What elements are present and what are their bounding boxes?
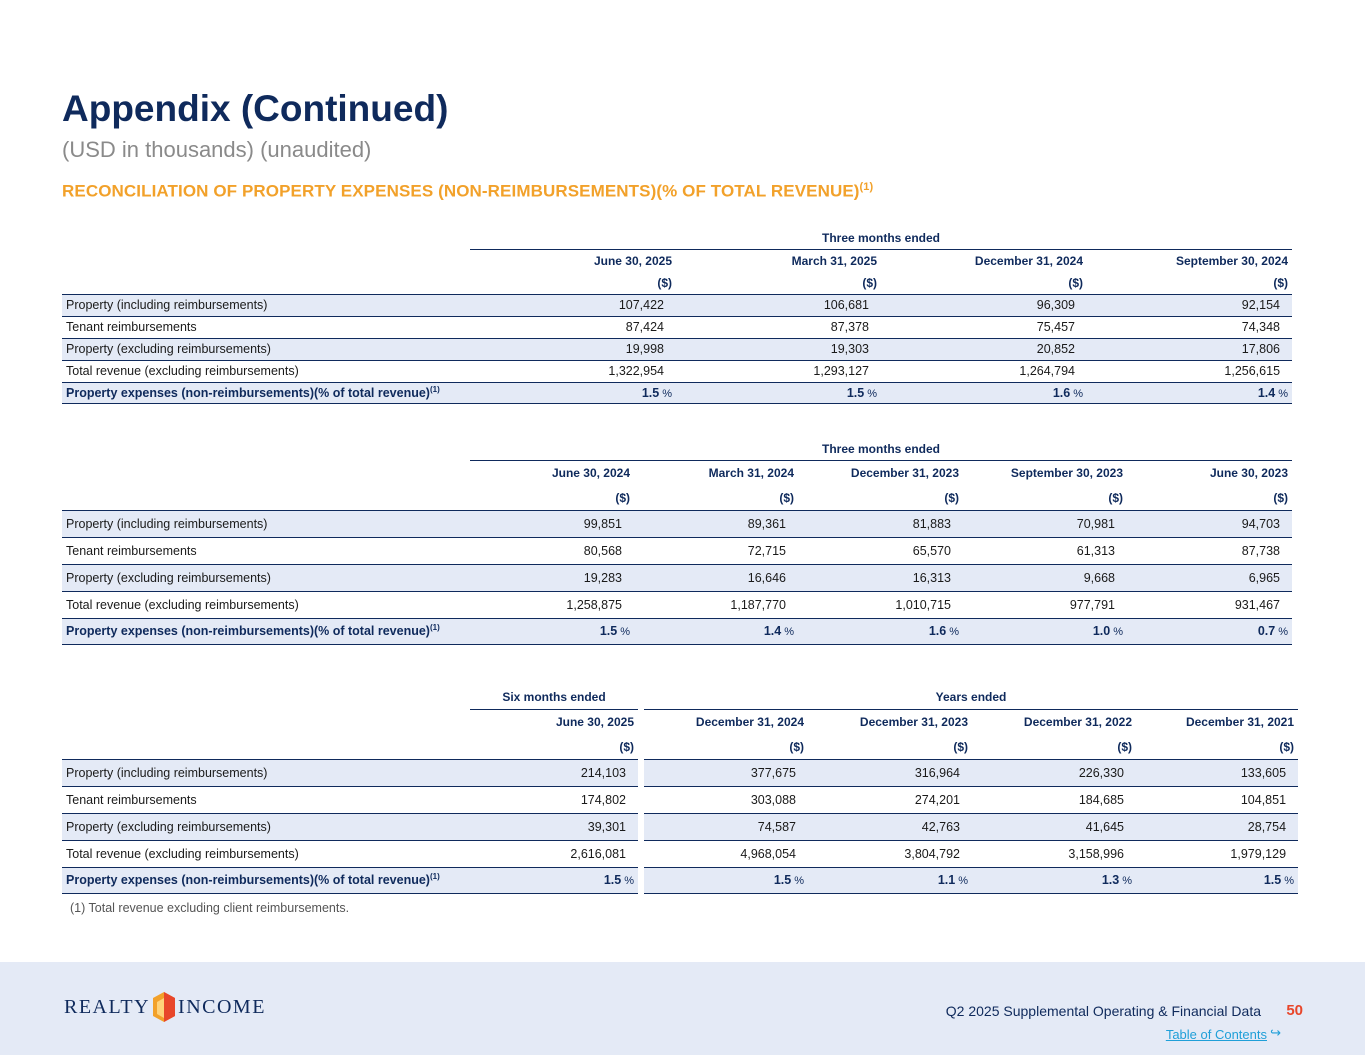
percent-cell	[676, 382, 881, 403]
column-header: June 30, 2024	[551, 466, 630, 481]
table-cell: 20,852	[881, 338, 1087, 360]
percent-cell	[1136, 867, 1298, 893]
percent-cell	[470, 867, 638, 893]
table-cell: 39,301	[470, 813, 638, 840]
table-cell: 74,348	[1087, 316, 1292, 338]
percent-sign: %	[1278, 387, 1289, 400]
table-cell: 17,806	[1087, 338, 1292, 360]
percent-sign: %	[958, 875, 968, 887]
percent-sign: %	[624, 875, 634, 887]
table-cell: 28,754	[1136, 813, 1298, 840]
percent-sign: %	[1113, 626, 1123, 638]
unit-label: ($)	[1136, 735, 1298, 759]
table-row	[62, 591, 1292, 618]
unit-label: ($)	[972, 735, 1136, 759]
unit-label: ($)	[470, 735, 638, 759]
percent-value: 0.7	[1257, 624, 1276, 638]
table-cell: 1,256,615	[1087, 360, 1292, 382]
footnote-marker: (1)	[429, 384, 440, 394]
table-cell: 4,968,054	[644, 840, 808, 867]
total-row-label	[62, 382, 470, 403]
column-header: June 30, 2025	[555, 715, 634, 730]
page-number: 50	[1286, 1002, 1303, 1019]
percent-cell	[644, 867, 808, 893]
company-logo	[64, 992, 266, 1022]
percent-value: 1.5	[599, 624, 618, 638]
table-cell: 61,313	[963, 537, 1127, 564]
table-cell: 19,283	[470, 564, 634, 591]
percent-sign: %	[1073, 387, 1083, 400]
table-row	[62, 759, 1298, 786]
row-label: Tenant reimbursements	[62, 786, 470, 813]
percent-value: 1.5	[603, 873, 622, 887]
total-row-label-text: Property expenses (non-reimbursements)(% of total revenue)	[66, 386, 430, 401]
percent-cell	[1087, 382, 1292, 403]
section-title	[62, 181, 873, 202]
row-label: Property (excluding reimbursements)	[62, 813, 470, 840]
group-header-years: Years ended	[644, 686, 1298, 709]
table-cell: 1,293,127	[676, 360, 881, 382]
total-row	[62, 867, 1298, 893]
column-header: March 31, 2025	[791, 253, 877, 268]
table-cell: 16,646	[634, 564, 798, 591]
percent-sign: %	[1278, 626, 1288, 638]
column-header: December 31, 2024	[974, 253, 1083, 268]
table-cell: 19,998	[470, 338, 676, 360]
percent-cell	[972, 867, 1136, 893]
percent-value: 1.5	[641, 385, 660, 400]
row-label: Property (excluding reimbursements)	[62, 338, 470, 360]
total-row-label-text: Property expenses (non-reimbursements)(% of total revenue)	[66, 873, 430, 888]
percent-sign: %	[867, 387, 877, 400]
table-row	[62, 537, 1292, 564]
row-label: Property (including reimbursements)	[62, 759, 470, 786]
percent-sign: %	[620, 626, 630, 638]
column-header-row	[62, 460, 1292, 486]
table-cell: 106,681	[676, 294, 881, 316]
table-cell: 74,587	[644, 813, 808, 840]
total-row-label-text: Property expenses (non-reimbursements)(% of total revenue)	[66, 624, 430, 639]
column-header: December 31, 2021	[1185, 715, 1295, 730]
section-title-text: RECONCILIATION OF PROPERTY EXPENSES (NON-REIMBURSEMENTS)(% OF TOTAL REVENUE)	[62, 181, 860, 201]
column-header-row	[62, 249, 1292, 272]
return-arrow-icon[interactable]: ↪	[1270, 1025, 1281, 1040]
logo-text-left: REALTY	[64, 995, 151, 1018]
unit-label: ($)	[881, 272, 1087, 294]
table-six-months-years	[62, 686, 1298, 894]
row-label: Total revenue (excluding reimbursements)	[62, 591, 470, 618]
table-cell: 16,313	[798, 564, 963, 591]
percent-value: 1.1	[937, 873, 956, 887]
table-cell: 274,201	[808, 786, 972, 813]
percent-sign: %	[1284, 875, 1295, 887]
table-cell: 1,258,875	[470, 591, 634, 618]
table-quarterly-2025	[62, 228, 1292, 404]
table-row	[62, 316, 1292, 338]
table-of-contents-link[interactable]: Table of Contents	[1165, 1027, 1267, 1042]
row-label: Total revenue (excluding reimbursements)	[62, 360, 470, 382]
table-quarterly-2024	[62, 438, 1292, 645]
table-cell: 1,010,715	[798, 591, 963, 618]
percent-cell	[963, 618, 1127, 644]
percent-value: 1.0	[1092, 624, 1111, 638]
table-cell: 41,645	[972, 813, 1136, 840]
table-cell: 226,330	[972, 759, 1136, 786]
table-cell: 81,883	[798, 510, 963, 537]
logo-mark-icon	[153, 992, 175, 1022]
table-cell: 931,467	[1127, 591, 1292, 618]
column-header: December 31, 2022	[1023, 715, 1132, 730]
column-header: December 31, 2023	[850, 466, 959, 481]
table-cell: 99,851	[470, 510, 634, 537]
table-cell: 1,322,954	[470, 360, 676, 382]
percent-sign: %	[662, 387, 672, 400]
table-cell: 96,309	[881, 294, 1087, 316]
table-cell: 174,802	[470, 786, 638, 813]
table-cell: 87,738	[1127, 537, 1292, 564]
percent-value: 1.5	[1263, 873, 1282, 887]
table-cell: 94,703	[1127, 510, 1292, 537]
table-cell: 3,804,792	[808, 840, 972, 867]
footnote-marker: (1)	[429, 872, 440, 882]
row-label: Property (including reimbursements)	[62, 294, 470, 316]
percent-cell	[634, 618, 798, 644]
table-cell: 1,264,794	[881, 360, 1087, 382]
percent-cell	[1127, 618, 1292, 644]
unit-label: ($)	[1127, 486, 1292, 510]
total-row	[62, 618, 1292, 644]
table-cell: 92,154	[1087, 294, 1292, 316]
column-header: September 30, 2023	[1010, 466, 1123, 481]
percent-cell	[798, 618, 963, 644]
total-row-label	[62, 867, 470, 893]
footnote-marker: (1)	[429, 623, 440, 633]
total-row-label	[62, 618, 470, 644]
table-cell: 104,851	[1136, 786, 1298, 813]
table-row	[62, 338, 1292, 360]
table-cell: 80,568	[470, 537, 634, 564]
percent-sign: %	[949, 626, 959, 638]
table-row	[62, 510, 1292, 537]
percent-sign: %	[1122, 875, 1132, 887]
table-row	[62, 813, 1298, 840]
unit-label: ($)	[470, 486, 634, 510]
table-cell: 87,378	[676, 316, 881, 338]
column-header: December 31, 2023	[859, 715, 968, 730]
table-cell: 377,675	[644, 759, 808, 786]
table-cell: 9,668	[963, 564, 1127, 591]
table-row	[62, 294, 1292, 316]
table-cell: 133,605	[1136, 759, 1298, 786]
percent-cell	[470, 618, 634, 644]
group-header-six-months: Six months ended	[470, 686, 638, 709]
unit-label: ($)	[676, 272, 881, 294]
table-row	[62, 564, 1292, 591]
column-header: December 31, 2024	[695, 715, 804, 730]
table-cell: 75,457	[881, 316, 1087, 338]
column-header: June 30, 2025	[593, 253, 672, 268]
unit-label: ($)	[1087, 272, 1292, 294]
group-header: Three months ended	[470, 438, 1292, 460]
table-cell: 65,570	[798, 537, 963, 564]
percent-value: 1.6	[1052, 385, 1071, 400]
row-label: Property (including reimbursements)	[62, 510, 470, 537]
table-cell: 977,791	[963, 591, 1127, 618]
percent-sign: %	[784, 626, 794, 638]
percent-value: 1.5	[846, 385, 865, 400]
table-row	[62, 360, 1292, 382]
percent-sign: %	[794, 875, 804, 887]
footer	[0, 962, 1365, 1055]
row-label: Total revenue (excluding reimbursements)	[62, 840, 470, 867]
table-cell: 42,763	[808, 813, 972, 840]
table-cell: 3,158,996	[972, 840, 1136, 867]
column-header: September 30, 2024	[1175, 253, 1289, 268]
page-title: Appendix (Continued)	[62, 88, 449, 129]
percent-cell	[881, 382, 1087, 403]
column-header: June 30, 2023	[1209, 466, 1288, 481]
table-cell: 89,361	[634, 510, 798, 537]
unit-label: ($)	[963, 486, 1127, 510]
percent-value: 1.4	[1257, 385, 1276, 400]
table-cell: 316,964	[808, 759, 972, 786]
table-cell: 87,424	[470, 316, 676, 338]
unit-label: ($)	[470, 272, 676, 294]
percent-cell	[470, 382, 676, 403]
unit-label: ($)	[808, 735, 972, 759]
percent-value: 1.4	[763, 624, 782, 638]
table-cell: 19,303	[676, 338, 881, 360]
percent-cell	[808, 867, 972, 893]
footnote: (1) Total revenue excluding client reimbursements.	[70, 901, 350, 915]
unit-label: ($)	[634, 486, 798, 510]
footnote-marker: (1)	[859, 181, 874, 193]
table-cell: 214,103	[470, 759, 638, 786]
percent-value: 1.6	[928, 624, 947, 638]
table-cell: 184,685	[972, 786, 1136, 813]
table-cell: 1,187,770	[634, 591, 798, 618]
table-cell: 2,616,081	[470, 840, 638, 867]
table-row	[62, 786, 1298, 813]
column-header: March 31, 2024	[708, 466, 794, 481]
column-header-row	[62, 709, 1298, 735]
table-cell: 1,979,129	[1136, 840, 1298, 867]
row-label: Property (excluding reimbursements)	[62, 564, 470, 591]
table-row	[62, 840, 1298, 867]
page-subtitle: (USD in thousands) (unaudited)	[62, 137, 372, 162]
logo-text-right: INCOME	[178, 995, 266, 1018]
unit-label: ($)	[644, 735, 808, 759]
row-label: Tenant reimbursements	[62, 316, 470, 338]
table-cell: 6,965	[1127, 564, 1292, 591]
table-cell: 107,422	[470, 294, 676, 316]
percent-value: 1.5	[773, 873, 792, 887]
table-cell: 303,088	[644, 786, 808, 813]
group-header: Three months ended	[470, 228, 1292, 249]
table-cell: 70,981	[963, 510, 1127, 537]
table-cell: 72,715	[634, 537, 798, 564]
document-title: Q2 2025 Supplemental Operating & Financial Data	[945, 1003, 1261, 1019]
percent-value: 1.3	[1101, 873, 1120, 887]
row-label: Tenant reimbursements	[62, 537, 470, 564]
unit-label: ($)	[798, 486, 963, 510]
total-row	[62, 382, 1292, 403]
